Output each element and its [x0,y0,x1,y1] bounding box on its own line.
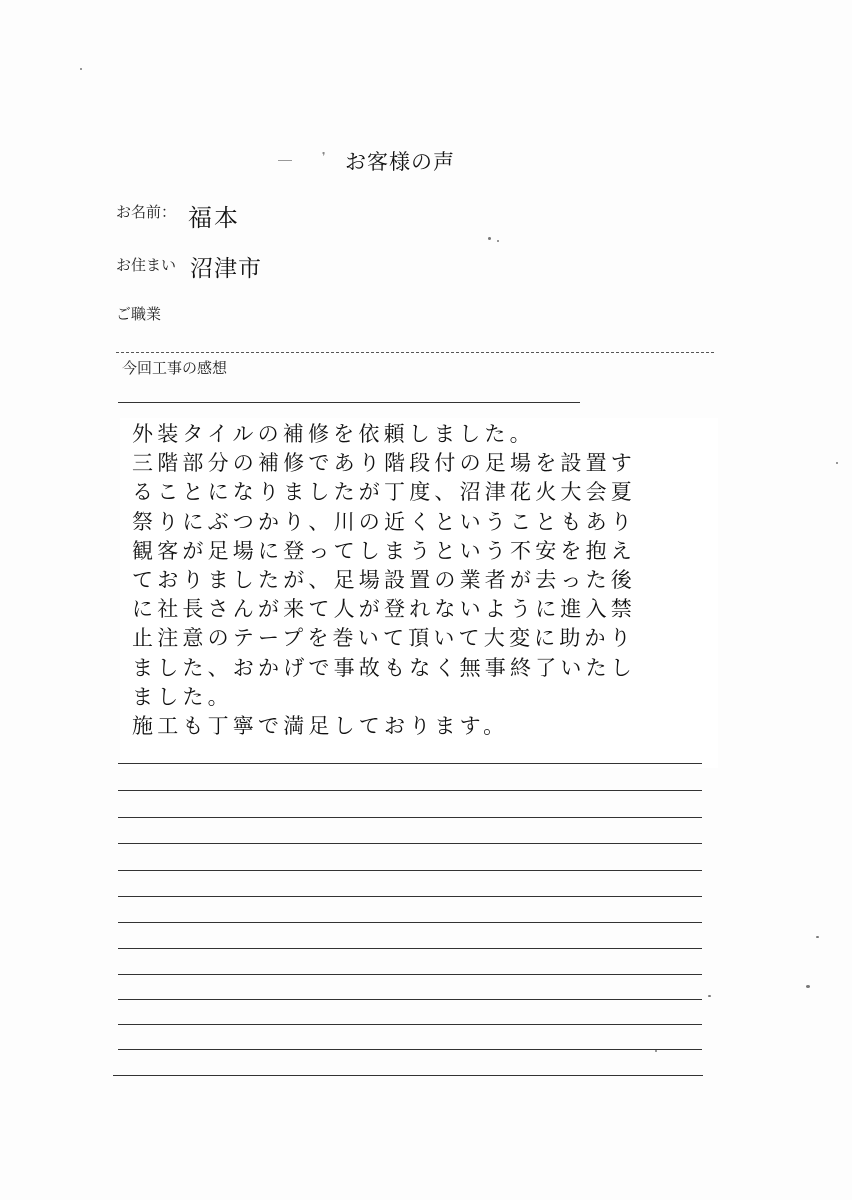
scan-speck [816,936,819,938]
ruled-line [118,1049,702,1050]
ruled-line [118,790,702,791]
ruled-line [118,999,702,1000]
scan-speck [806,985,810,988]
impression-text [132,420,702,741]
impression-line: ることになりましたが丁度、沼津花火大会夏 [132,480,636,505]
address-label: お住まい [116,256,177,274]
impression-underline [118,402,580,403]
impression-line: 止注意のテープを巻いて頂いて大変に助かり [132,626,635,651]
scan-speck [488,237,491,240]
impression-line: ました、おかげで事故もなく無事終了いたし [132,655,636,680]
ruled-line [118,870,702,871]
impression-line: 三階部分の補修であり階段付の足場を設置す [132,451,636,476]
impression-line: ておりましたが、足場設置の業者が去った後 [132,567,636,592]
occupation-label: ご職業 [116,305,162,323]
name-label: お名前： [116,203,177,221]
ruled-line [118,896,702,897]
ruled-line [118,1024,702,1025]
ruled-line [118,974,702,975]
form-title: お客様の声 [345,150,455,174]
impression-line: ました。 [132,684,233,709]
scan-speck [80,68,82,70]
section-divider [116,352,714,353]
ruled-line [118,843,702,844]
ruled-line [113,1075,703,1076]
impression-line: 観客が足場に登ってしまうという不安を抱え [132,538,636,563]
impression-line: 施工も丁寧で満足しております。 [132,713,509,738]
ruled-line [118,948,702,949]
scan-speck [497,240,499,242]
impression-line: 祭りにぶつかり、川の近くということもあり [132,509,636,534]
impression-line: 外装タイルの補修を依頼しました。 [132,422,535,446]
ruled-line [118,922,702,923]
impression-line: に社長さんが来て人が登れないように進入禁 [132,597,636,622]
scan-mark: ❜ [322,150,326,163]
scan-speck [655,1050,657,1052]
scan-speck [708,995,711,997]
scan-mark [278,160,292,161]
address-value: 沼津市 [190,256,262,282]
ruled-line [118,817,702,818]
impression-label: 今回工事の感想 [122,359,228,377]
scan-speck [836,462,838,464]
ruled-line [118,763,702,764]
name-value: 福本 [188,204,240,232]
